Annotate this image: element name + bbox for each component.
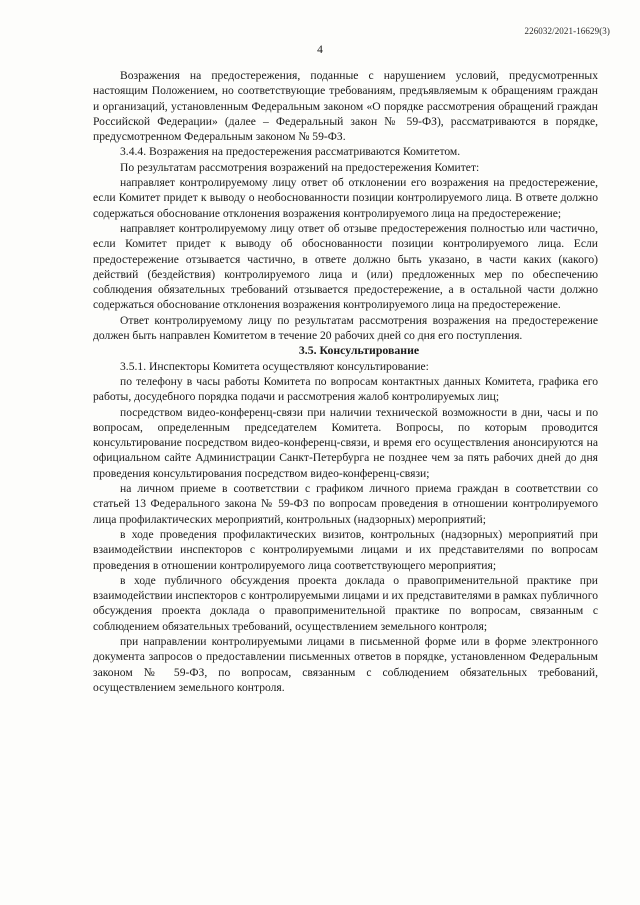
paragraph: Ответ контролируемому лицу по результатам рассмотрения возражения на предостережение должен быть направлен Комитетом в течение 20 рабочих дней со дня его поступления.: [93, 313, 598, 343]
paragraph: 3.4.4. Возражения на предостережения рассматриваются Комитетом.: [120, 145, 461, 159]
section-heading: 3.5. Консультирование: [298, 343, 420, 358]
paragraph: при направлении контролируемыми лицами в письменной форме или в форме электронного документа запросов о предоставлении письменных ответов в порядке, установленном Федеральным законом № 59-ФЗ, по вопросам, связанным с соблюдением обязательных требований, осуществлением земельного контроля.: [93, 634, 598, 694]
paragraph: посредством видео-конференц-связи при наличии технической возможности в дни, часы и по вопросам, определенным председателем Комитета. Вопросы, по которым проводится консультирование посредством видео-конференц-связи, и время его осуществления анонсируются на официальном сайте Администрации Санкт-Петербурга не позднее чем за пять рабочих дней до дня проведения консультирования посредством видео-конференц-связи;: [93, 405, 598, 480]
page-number: 4: [317, 44, 323, 56]
paragraph: 3.5.1. Инспекторы Комитета осуществляют консультирование:: [120, 359, 429, 373]
paragraph: в ходе проведения профилактических визитов, контрольных (надзорных) мероприятий при взаимодействии инспекторов с контролируемыми лицами и их представителями по вопросам проведения в отношении контролируемого лица соответствующего мероприятия;: [93, 527, 598, 572]
document-body: [93, 68, 598, 695]
paragraph: направляет контролируемому лицу ответ об отзыве предостережения полностью или частично, если Комитет придет к выводу об обоснованности позиции контролируемого лица. Если предостережение отзывается частично, в ответе должно быть указано, в части каких (какого) действий (бездействия) контролируемого лица и (или) предложенных мер по обеспечению соблюдения обязательных требований отзывается предостережение, а в остальной части должно содержаться обоснование отклонения возражения контролируемого лица на предостережение.: [93, 221, 598, 312]
document-number: 226032/2021-16629(3): [524, 26, 610, 36]
paragraph: на личном приеме в соответствии с графиком личного приема граждан в соответствии со статьей 13 Федерального закона № 59-ФЗ по вопросам проведения в отношении контролируемого лица профилактических мероприятий, контрольных (надзорных) мероприятий;: [93, 482, 598, 526]
paragraph: по телефону в часы работы Комитета по вопросам контактных данных Комитета, графика его работы, досудебного порядка подачи и рассмотрения жалоб контролируемых лиц;: [93, 374, 598, 404]
paragraph: в ходе публичного обсуждения проекта доклада о правоприменительной практике при взаимодействии инспекторов с контролируемыми лицами и их представителями в рамках публичного обсуждения проекта доклада о правоприменительной практике по вопросам, связанным с соблюдением обязательных требований, осуществлением земельного контроля;: [93, 573, 598, 633]
paragraph: направляет контролируемому лицу ответ об отклонении его возражения на предостережение, если Комитет придет к выводу о необоснованности позиции контролируемого лица. В ответе должно содержаться обоснование отклонения возражения контролируемого лица на предостережение;: [93, 176, 598, 220]
paragraph: Возражения на предостережения, поданные с нарушением условий, предусмотренных настоящим Положением, но соответствующие требованиям, предъявляемым к обращениям граждан и организаций, установленным Федеральным законом «О порядке рассмотрения обращений граждан Российской Федерации» (далее – Федеральный закон № 59-ФЗ), рассматриваются в порядке, предусмотренном Федеральным законом № 59-ФЗ.: [93, 69, 598, 144]
paragraph: По результатам рассмотрения возражений на предостережения Комитет:: [120, 160, 480, 174]
